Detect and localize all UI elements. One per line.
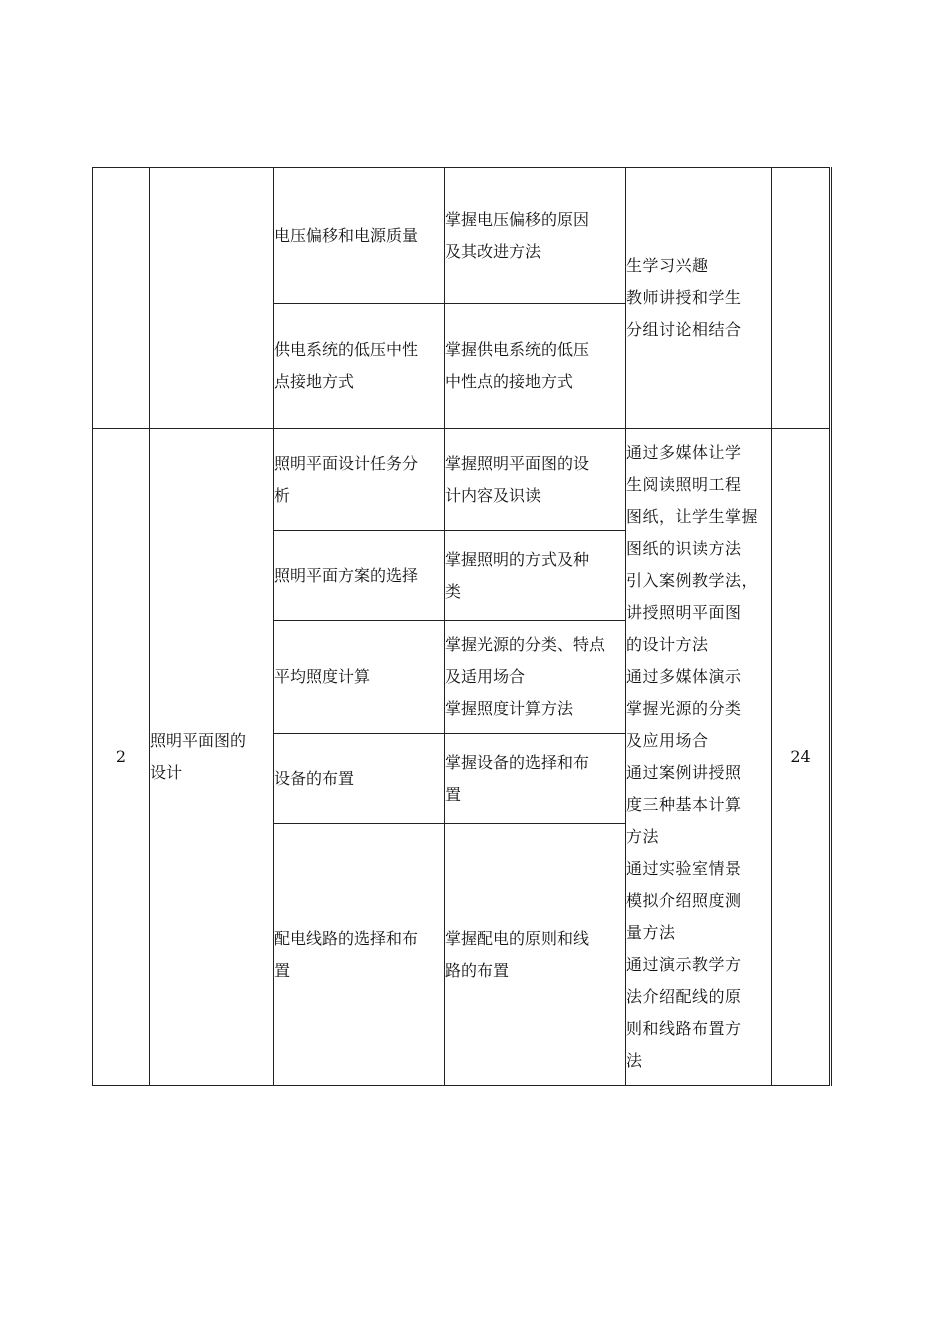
goal-cell (445, 168, 626, 304)
table-row (93, 168, 831, 304)
text-line: 通过案例讲授照 (626, 763, 742, 782)
text-line: 计内容及识读 (445, 485, 542, 505)
text-line: 通过多媒体演示 (626, 667, 742, 686)
text-line: 掌握照明的方式及种 (445, 549, 590, 569)
text-line: 生学习兴趣 (626, 256, 709, 275)
text-line: 讲授照明平面图 (626, 603, 742, 622)
text-line: 及其改进方法 (445, 241, 542, 261)
text-line: 设计 (150, 763, 183, 782)
text-line: 设备的布置 (274, 768, 355, 788)
text-line: 通过多媒体让学 (626, 443, 742, 462)
goal-cell (445, 531, 626, 621)
index-cell: 2 (93, 429, 150, 1086)
text-line: 法 (626, 1051, 643, 1070)
text-line: 置 (274, 960, 291, 980)
text-line: 类 (445, 581, 462, 601)
topic-cell (274, 734, 445, 824)
text-line: 路的布置 (445, 960, 510, 980)
text-line: 供电系统的低压中性 (274, 340, 419, 359)
text-line: 通过实验室情景 (626, 859, 742, 878)
syllabus-table (92, 167, 832, 1086)
text-line: 掌握照明平面图的设 (445, 453, 590, 473)
text-line: 图纸的识读方法 (626, 539, 742, 558)
goal-cell (445, 304, 626, 429)
text-line: 模拟介绍照度测 (626, 891, 742, 910)
text-line: 掌握供电系统的低压 (445, 340, 590, 359)
text-line: 平均照度计算 (274, 667, 371, 686)
text-line: 照明平面设计任务分 (274, 453, 419, 473)
goal-cell (445, 734, 626, 824)
text-line: 度三种基本计算 (626, 795, 742, 814)
text-line: 及适用场合 (445, 667, 526, 686)
text-line: 教师讲授和学生 (626, 288, 742, 307)
text-line: 照明平面方案的选择 (274, 565, 419, 585)
text-line: 掌握电压偏移的原因 (445, 209, 590, 229)
text-line: 法介绍配线的原 (626, 987, 742, 1006)
text-line: 通过演示教学方 (626, 955, 742, 974)
topic-cell (274, 621, 445, 734)
text-line: 则和线路布置方 (626, 1019, 742, 1038)
text-line: 生阅读照明工程 (626, 475, 742, 494)
text-line: 析 (274, 485, 291, 505)
goal-cell (445, 621, 626, 734)
text-line: 的设计方法 (626, 635, 709, 654)
index-cell (93, 168, 150, 429)
text-line: 配电线路的选择和布 (274, 928, 419, 948)
text-line: 方法 (626, 827, 660, 846)
text-line: 置 (445, 784, 462, 804)
text-line: 掌握光源的分类、特点 (445, 635, 606, 654)
text-line: 电压偏移和电源质量 (274, 225, 419, 245)
text-line: 掌握配电的原则和线 (445, 928, 590, 948)
text-line: 量方法 (626, 923, 676, 942)
text-line: 分组讨论相结合 (626, 320, 742, 339)
text-line: 图纸，让学生掌握 (626, 507, 759, 526)
text-line: 点接地方式 (274, 372, 355, 391)
text-line: 引入案例教学法， (626, 571, 759, 590)
text-line: 照明平面图的 (150, 731, 247, 750)
text-line: 掌握光源的分类 (626, 699, 742, 718)
goal-cell (445, 824, 626, 1086)
text-line: 中性点的接地方式 (445, 372, 574, 391)
chapter-cell (150, 168, 274, 429)
text-line: 及应用场合 (626, 731, 709, 750)
topic-cell (274, 304, 445, 429)
method-cell (626, 429, 772, 1086)
chapter-cell (150, 429, 274, 1086)
table-row (93, 429, 831, 531)
method-cell (626, 168, 772, 429)
topic-cell (274, 531, 445, 621)
text-line: 掌握设备的选择和布 (445, 752, 590, 772)
topic-cell (274, 429, 445, 531)
topic-cell (274, 168, 445, 304)
hours-cell: 24 (772, 429, 831, 1086)
text-line: 掌握照度计算方法 (445, 699, 574, 718)
goal-cell (445, 429, 626, 531)
hours-cell (772, 168, 831, 429)
topic-cell (274, 824, 445, 1086)
